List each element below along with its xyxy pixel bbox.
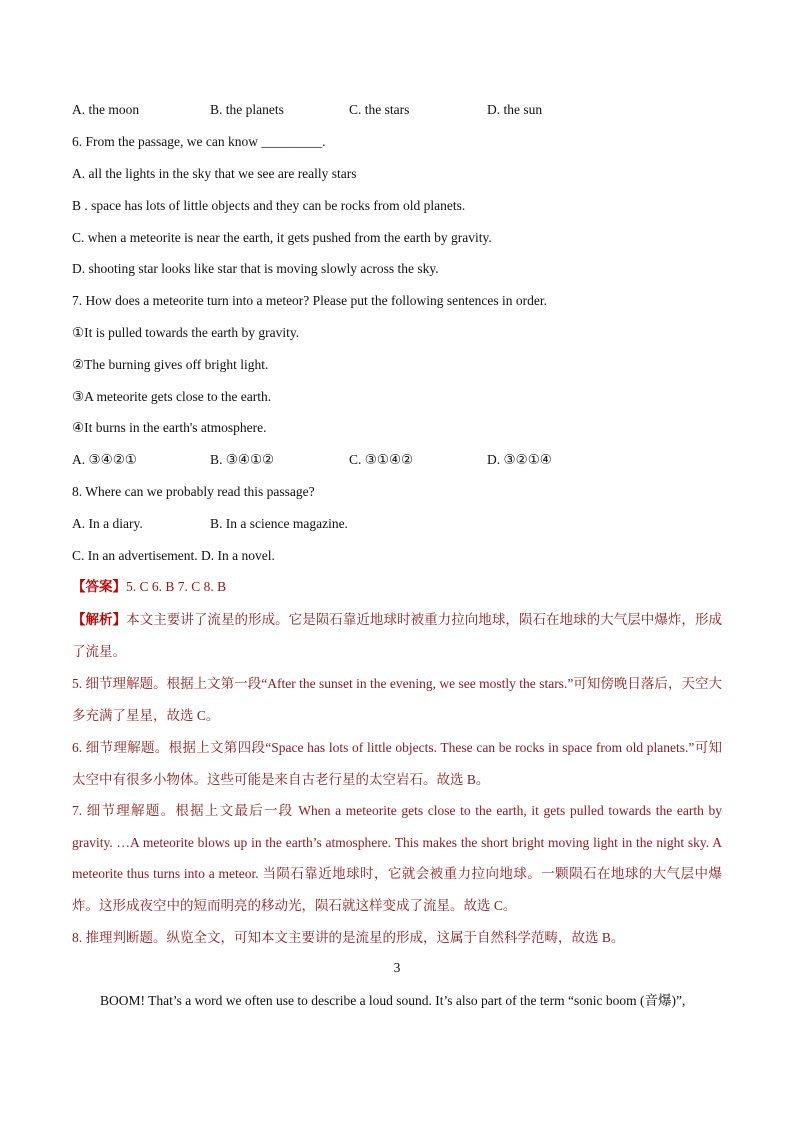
passage-first-line: BOOM! That’s a word we often use to describe a loud sound. It’s also part of the term “sonic boom (音爆)”, [100,993,686,1008]
q6-option-c: C. when a meteorite is near the earth, it gets pushed from the earth by gravity. [72,230,492,245]
q8-options-row1 [72,514,722,534]
q8-stem: 8. Where can we probably read this passage? [72,484,315,499]
solution-q7: 7. 细节理解题。根据上文最后一段 When a meteorite gets close to the earth, it gets pulled towards the earth by gravity. …A meteorite blows up in the earth’s atmosphere. This makes the short bright moving light in the night sky. A meteorite thus turns into a meteor. 当陨石靠近地球时，它就会被重力拉向地球。一颗陨石在地球的大气层中爆炸。这形成夜空中的短而明亮的移动光，陨石就这样变成了流星。故选 C。 [72,803,722,913]
answer-label: 【答案】 [72,579,126,594]
q5-options [72,100,722,120]
q7-stem: 7. How does a meteorite turn into a meteor? Please put the following sentences in order. [72,293,547,308]
q7-sentence-1: ①It is pulled towards the earth by gravity. [72,325,300,340]
q7-options [72,450,722,470]
q7-option-b: B. ③④①② [210,452,275,467]
answer-line [72,577,722,597]
q8-options-row2: C. In an advertisement. D. In a novel. [72,548,275,563]
q6-option-b: B . space has lots of little objects and they can be rocks from old planets. [72,198,466,213]
q5-option-c: C. the stars [349,102,410,117]
q7-sentence-4: ④It burns in the earth's atmosphere. [72,420,267,435]
q6-option-a: A. all the lights in the sky that we see are really stars [72,166,357,181]
answer-text: 5. C 6. B 7. C 8. B [126,579,227,594]
q5-option-a: A. the moon [72,102,140,117]
solution-q5: 5. 细节理解题。根据上文第一段“After the sunset in the evening, we see mostly the stars.”可知傍晚日落后，天空大多充满了星星，故选 C。 [72,676,722,723]
q7-option-d: D. ③②①④ [487,452,552,467]
q7-option-a: A. ③④②① [72,452,137,467]
q5-option-d: D. the sun [487,102,543,117]
q8-option-b: B. In a science magazine. [210,516,348,531]
q7-option-c: C. ③①④② [349,452,414,467]
solution-intro [72,604,722,667]
section-number: 3 [393,960,401,975]
q8-option-a: A. In a diary. [72,516,143,531]
solution-intro-text: 本文主要讲了流星的形成。它是陨石靠近地球时被重力拉向地球，陨石在地球的大气层中爆炸，形成了流星。 [72,612,723,659]
solution-q6: 6. 细节理解题。根据上文第四段“Space has lots of little objects. These can be rocks in space from old planets.”可知太空中有很多小物体。这些可能是来自古老行星的太空岩石。故选 B。 [72,740,722,787]
q6-option-d: D. shooting star looks like star that is moving slowly across the sky. [72,261,439,276]
q6-stem: 6. From the passage, we can know _________. [72,134,326,149]
q7-sentence-2: ②The burning gives off bright light. [72,357,269,372]
solution-q8: 8. 推理判断题。纵览全文，可知本文主要讲的是流星的形成，这属于自然科学范畴，故选 B。 [72,930,625,945]
solution-label: 【解析】 [72,612,127,627]
q7-sentence-3: ③A meteorite gets close to the earth. [72,389,272,404]
q5-option-b: B. the planets [210,102,284,117]
